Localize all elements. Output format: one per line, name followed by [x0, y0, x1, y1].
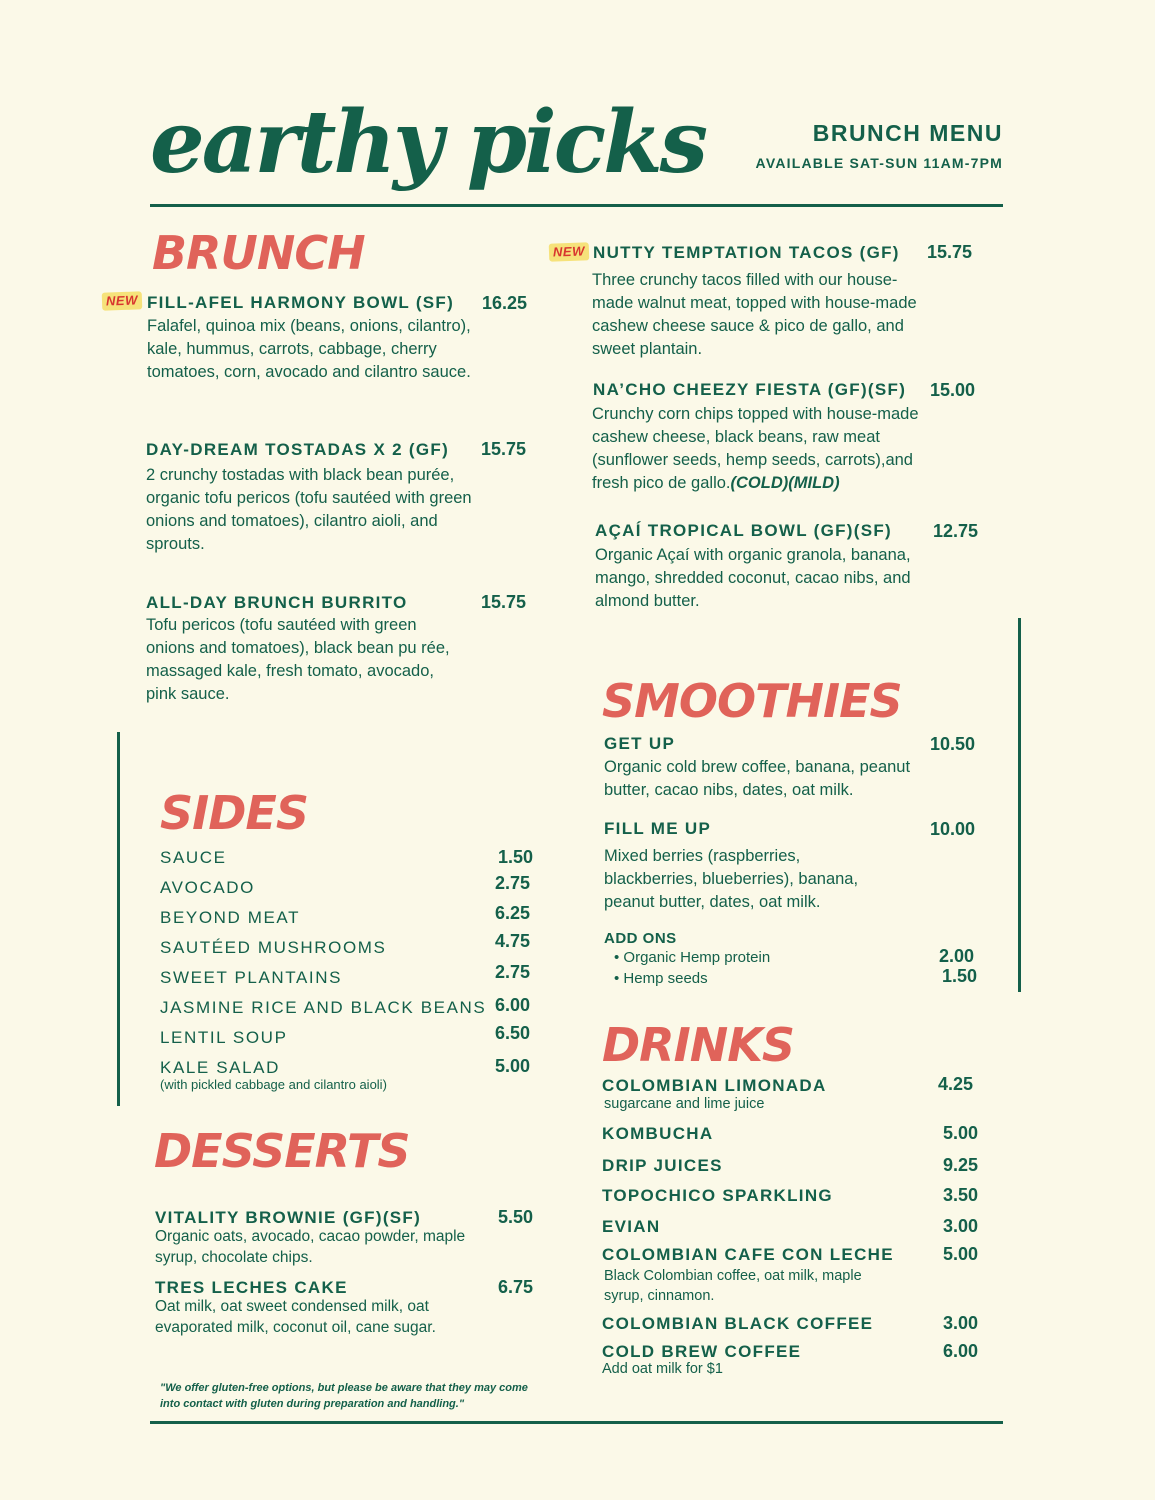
- desserts-title: DESSERTS: [154, 1124, 410, 1178]
- side-item-price: 2.75: [495, 873, 531, 893]
- side-item-price: 2.75: [495, 962, 531, 982]
- drink-item-desc: Black Colombian coffee, oat milk, maple syrup, cinnamon.: [604, 1268, 862, 1304]
- smoothie-item-price: 10.00: [930, 819, 976, 839]
- menu-header: [756, 120, 1003, 171]
- addon-item: • Hemp seeds: [614, 970, 708, 987]
- side-item-price: 1.50: [498, 847, 534, 867]
- menu-item-desc: Falafel, quinoa mix (beans, onions, cilantro), kale, hummus, carrots, cabbage, cherry tomatoes, corn, avocado and cilantro sauce.: [147, 317, 471, 381]
- side-item-name: BEYOND MEAT: [160, 908, 301, 927]
- smoothie-item-desc: Mixed berries (raspberries, blackberries, blueberries), banana, peanut butter, dates, oat milk.: [604, 847, 859, 911]
- drink-item-name: TOPOCHICO SPARKLING: [602, 1186, 833, 1205]
- drink-item-name: COLOMBIAN BLACK COFFEE: [602, 1314, 874, 1333]
- menu-item-desc: Tofu pericos (tofu sautéed with green onions and tomatoes), black bean pu rée, massaged kale, fresh tomato, avocado, pink sauce.: [146, 616, 450, 703]
- new-badge: NEW: [102, 291, 142, 310]
- side-item-price: 4.75: [495, 931, 531, 951]
- side-item-price: 6.50: [495, 1023, 531, 1043]
- menu-item-name: FILL-AFEL HARMONY BOWL (SF): [147, 293, 455, 312]
- addons-title: ADD ONS: [604, 930, 677, 947]
- side-item-name: SAUTÉED MUSHROOMS: [160, 938, 387, 957]
- drinks-title: DRINKS: [602, 1018, 794, 1072]
- side-item-name: SWEET PLANTAINS: [160, 968, 343, 987]
- menu-item-price: 15.75: [927, 242, 973, 262]
- side-item-price: 5.00: [495, 1056, 531, 1076]
- drink-item-name: DRIP JUICES: [602, 1156, 723, 1175]
- menu-item-desc: 2 crunchy tostadas with black bean purée, organic tofu pericos (tofu sautéed with green onions and tomatoes), cilantro aioli, and sprouts.: [146, 466, 472, 553]
- menu-title: BRUNCH MENU: [812, 120, 1003, 146]
- addon-name: Hemp seeds: [623, 970, 708, 987]
- menu-item-price: 12.75: [933, 521, 979, 541]
- drink-item-price: 3.00: [943, 1313, 979, 1333]
- menu-item-price: 15.00: [930, 380, 976, 400]
- menu-item-desc: Organic Açaí with organic granola, banana, mango, shredded coconut, cacao nibs, and almond butter.: [595, 546, 911, 610]
- gluten-disclaimer: "We offer gluten-free options, but please be aware that they may come into contact with gluten during preparation and handling.": [160, 1382, 528, 1410]
- drink-item-name: COLD BREW COFFEE: [602, 1342, 802, 1361]
- side-item-name: AVOCADO: [160, 878, 255, 897]
- menu-item-name: NA’CHO CHEEZY FIESTA (GF)(SF): [593, 380, 907, 399]
- smoothie-item-desc: Organic cold brew coffee, banana, peanut butter, cacao nibs, dates, oat milk.: [604, 758, 911, 799]
- menu-item-name: AÇAÍ TROPICAL BOWL (GF)(SF): [595, 521, 892, 540]
- drink-item-name: KOMBUCHA: [602, 1124, 714, 1143]
- bottom-divider: [150, 1421, 1003, 1424]
- dessert-item-name: VITALITY BROWNIE (GF)(SF): [155, 1208, 422, 1227]
- drink-item-price: 3.00: [943, 1216, 979, 1236]
- drink-item-price: 5.00: [943, 1123, 979, 1143]
- left-vertical-rule: [117, 732, 120, 1106]
- menu-item-name: DAY-DREAM TOSTADAS X 2 (GF): [146, 440, 450, 459]
- drink-item-price: 5.00: [943, 1244, 979, 1264]
- side-item-price: 6.25: [495, 903, 531, 923]
- smoothie-item-name: FILL ME UP: [604, 819, 712, 838]
- menu-item-price: 16.25: [482, 293, 528, 313]
- dessert-item-name: TRES LECHES CAKE: [155, 1278, 348, 1297]
- addon-name: Organic Hemp protein: [623, 949, 771, 966]
- side-item-name: JASMINE RICE AND BLACK BEANS: [160, 998, 487, 1017]
- spice-note: (COLD)(MILD): [730, 474, 840, 492]
- dessert-item-desc: Organic oats, avocado, cacao powder, maple syrup, chocolate chips.: [155, 1228, 466, 1266]
- new-badge: NEW: [549, 242, 589, 261]
- availability: AVAILABLE SAT-SUN 11AM-7PM: [755, 155, 1003, 171]
- dessert-item-desc: Oat milk, oat sweet condensed milk, oat evaporated milk, coconut oil, cane sugar.: [155, 1298, 436, 1336]
- menu-item-desc: Crunchy corn chips topped with house-made cashew cheese, black beans, raw meat (sunflower seeds, hemp seeds, carrots),and fresh pico de gallo.(COLD)(MILD): [592, 405, 919, 492]
- dessert-item-price: 6.75: [498, 1277, 534, 1297]
- menu-item-price: 15.75: [481, 592, 527, 612]
- menu-item-price: 15.75: [481, 439, 527, 459]
- menu-item-desc: Three crunchy tacos filled with our house-made walnut meat, topped with house-made cashew cheese sauce & pico de gallo, and sweet plantain.: [592, 271, 917, 358]
- logo: earthy picks: [150, 92, 706, 193]
- drink-item-price: 6.00: [943, 1341, 979, 1361]
- side-item-price: 6.00: [495, 995, 531, 1015]
- smoothie-item-price: 10.50: [930, 734, 976, 754]
- right-vertical-rule: [1018, 618, 1021, 992]
- side-item-name: LENTIL SOUP: [160, 1028, 288, 1047]
- smoothie-item-name: GET UP: [604, 734, 676, 753]
- drink-item-desc: sugarcane and lime juice: [604, 1096, 765, 1112]
- sides-title: SIDES: [160, 786, 308, 840]
- side-item-note: (with pickled cabbage and cilantro aioli): [160, 1077, 387, 1092]
- dessert-item-price: 5.50: [498, 1207, 534, 1227]
- menu-item-name: NUTTY TEMPTATION TACOS (GF): [593, 243, 900, 262]
- brunch-title: BRUNCH: [152, 226, 365, 280]
- drink-item-name: COLOMBIAN LIMONADA: [602, 1076, 827, 1095]
- side-item-name: KALE SALAD: [160, 1058, 280, 1077]
- drink-item-price: 9.25: [943, 1155, 979, 1175]
- addon-price: 1.50: [942, 966, 978, 986]
- drink-item-price: 4.25: [938, 1074, 974, 1094]
- drink-item-price: 3.50: [943, 1185, 979, 1205]
- top-divider: [150, 204, 1003, 207]
- addon-item: • Organic Hemp protein: [614, 949, 771, 966]
- smoothies-title: SMOOTHIES: [602, 674, 902, 728]
- drink-item-name: COLOMBIAN CAFE CON LECHE: [602, 1245, 894, 1264]
- menu-item-name: ALL-DAY BRUNCH BURRITO: [146, 593, 408, 612]
- addon-price: 2.00: [939, 946, 975, 966]
- drink-item-name: EVIAN: [602, 1217, 661, 1236]
- side-item-name: SAUCE: [160, 848, 227, 867]
- drink-item-desc: Add oat milk for $1: [602, 1361, 723, 1377]
